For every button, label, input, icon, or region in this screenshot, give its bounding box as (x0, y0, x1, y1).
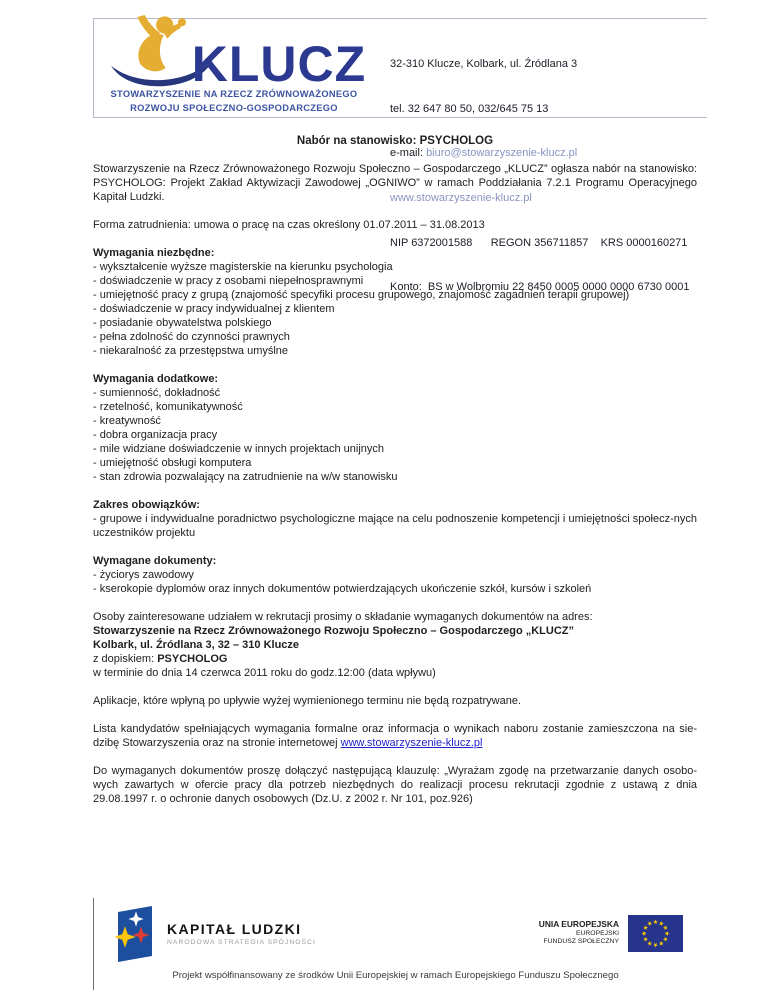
results-website-link[interactable]: www.stowarzyszenie-klucz.pl (340, 737, 483, 749)
employment-line: Forma zatrudnienia: umowa o pracę na czas określony 01.07.2011 – 31.08.2013 (93, 219, 485, 231)
apply-intro-line: Osoby zainteresowane udziałem w rekrutacji prosimy o składanie wymaganych dokumentów na adres: (93, 611, 593, 623)
eu-funds-logo (539, 915, 683, 952)
list-item: - stan zdrowia pozwalający na zatrudnienie na w/w stanowisku (93, 471, 398, 483)
footer-note: Projekt współfinansowany ze środków Unii Europejskiej w ramach Europejskiego Funduszu Społecznego (172, 970, 619, 981)
kl-title: KAPITAŁ LUDZKI (167, 920, 302, 937)
eu-fund-label-1: EUROPEJSKI (575, 929, 619, 937)
eu-text-block (539, 919, 619, 948)
account-line: Konto: BS w Wolbromiu 22 8450 0005 0000 0000 6730 0001 (390, 281, 690, 294)
klucz-logo-name: KLUCZ (191, 36, 367, 92)
address-line: 32-310 Klucze, Kolbark, ul. Źródlana 3 (390, 57, 578, 70)
results-text: Lista kandydatów spełniających wymagania formalne oraz informacja o wynikach naboru zostanie zamieszczona na sie-dzibę Stowarzyszenia oraz na stronie internetowej (93, 723, 697, 749)
kapital-ludzki-logo (110, 904, 316, 962)
klucz-caption-line1: STOWARZYSZENIE NA RZECZ ZRÓWNOWAŻONEGO (110, 89, 358, 99)
apply-deadline-line: w terminie do dnia 14 czerwca 2011 roku do godz.12:00 (data wpływu) (93, 667, 436, 679)
additional-requirements-heading: Wymagania dodatkowe: (93, 373, 219, 385)
list-item: - dobra organizacja pracy (93, 429, 218, 441)
eu-union-label: UNIA EUROPEJSKA (538, 918, 619, 929)
results-paragraph (93, 722, 697, 750)
klucz-logo-row (100, 21, 368, 92)
registry-line: NIP 6372001588 REGON 356711857 KRS 0000160271 (390, 236, 688, 249)
requirements-heading: Wymagania niezbędne: (93, 247, 215, 259)
eu-flag-icon (628, 915, 683, 952)
kl-text-block (167, 921, 316, 946)
apply-organization-line: Stowarzyszenie na Rzecz Zrównoważonego Rozwoju Społeczno – Gospodarczego „KLUCZ” (93, 625, 574, 637)
list-item: - sumienność, dokładność (93, 387, 221, 399)
footer (93, 898, 697, 990)
footer-logos-row (94, 898, 697, 962)
duties-heading: Zakres obowiązków: (93, 499, 200, 511)
list-item: - umiejętność pracy z grupą (znajomość specyfiki procesu grupowego, znajomość zagadnień terapii grupowej) (93, 289, 630, 301)
kl-flag-icon (110, 904, 156, 962)
list-item: - kreatywność (93, 415, 161, 427)
documents-heading: Wymagane dokumenty: (93, 555, 217, 567)
list-item: - rzetelność, komunikatywność (93, 401, 243, 413)
list-item: - niekaralność za przestępstwa umyślne (93, 345, 289, 357)
list-item: - wykształcenie wyższe magisterskie na kierunku psychologia (93, 261, 393, 273)
phone-line: tel. 32 647 80 50, 032/645 75 13 (390, 102, 549, 115)
list-item: - mile widziane doświadczenie w innych projektach unijnych (93, 443, 385, 455)
list-item: - kserokopie dyplomów oraz innych dokumentów potwierdzających ukończenie szkół, kursów i szkoleń (93, 583, 592, 595)
list-item: - doświadczenie w pracy z osobami niepełnosprawnymi (93, 275, 364, 287)
intro-paragraph: Stowarzyszenie na Rzecz Zrównoważonego Rozwoju Społeczno – Gospodarczego „KLUCZ” ogłasza nabór na stanowisko: PSYCHOLOG: Projekt Zakład Aktywizacji Zawodowej „OGNIWO” w ramach Poddziałania 7.2.1 Programu Operacyjnego Kapitał Ludzki. (93, 163, 697, 203)
documents-list (93, 568, 697, 596)
klucz-logo (100, 21, 368, 115)
email-label: e-mail: (390, 147, 427, 160)
apply-note-line (93, 652, 697, 666)
list-item: - pełna zdolność do czynności prawnych (93, 331, 290, 343)
apply-note-position: PSYCHOLOG (157, 653, 228, 665)
list-item: - życiorys zawodowy (93, 569, 194, 581)
apply-address-line: Kolbark, ul. Źródlana 3, 32 – 310 Klucze (93, 639, 300, 651)
document-body (93, 134, 697, 806)
kl-subtitle: NARODOWA STRATEGIA SPÓJNOŚCI (167, 938, 316, 946)
late-applications-line: Aplikacje, które wpłyną po upływie wyżej wymienionego terminu nie będą rozpatrywane. (93, 695, 521, 707)
website-link[interactable]: www.stowarzyszenie-klucz.pl (390, 191, 532, 204)
klucz-caption-line2: ROZWOJU SPOŁECZNO-GOSPODARCZEGO (130, 103, 338, 113)
additional-requirements-list (93, 386, 697, 484)
email-link[interactable]: biuro@stowarzyszenie-klucz.pl (426, 147, 578, 160)
duties-paragraph: - grupowe i indywidualne poradnictwo psychologiczne mające na celu podnoszenie kompetencji i umiejętności społecz-nych uczestników projektu (93, 513, 697, 539)
eu-fund-label-2: FUNDUSZ SPOŁECZNY (543, 938, 619, 946)
list-item: - doświadczenie w pracy indywidualnej z klientem (93, 303, 335, 315)
clause-paragraph: Do wymaganych dokumentów proszę dołączyć następującą klauzulę: „Wyrażam zgodę na przetwarzanie danych osobo-wych zawartych w ofercie pracy dla potrzeb niezbędnych do realizacji procesu rekrutacji zgodnie z ustawą z dnia 29.08.1997 r. o ochronie danych osobowych (Dz.U. z 2002 r. Nr 101, poz.926) (93, 765, 697, 805)
list-item: - posiadanie obywatelstwa polskiego (93, 317, 272, 329)
page-title: Nabór na stanowisko: PSYCHOLOG (296, 135, 494, 147)
apply-note-label: z dopiskiem: (93, 653, 158, 665)
requirements-list (93, 260, 697, 358)
list-item: - umiejętność obsługi komputera (93, 457, 252, 469)
